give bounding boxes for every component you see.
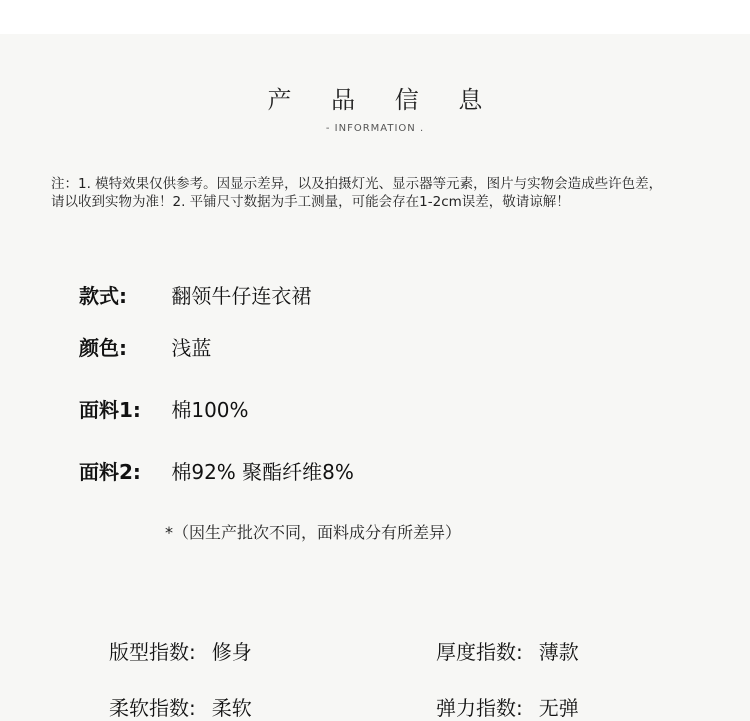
- page-title: 产 品 信 息: [267, 86, 499, 114]
- index-value: 柔软: [211, 696, 252, 720]
- index-value: 薄款: [538, 640, 579, 664]
- spec-fabric2-row: [79, 456, 354, 485]
- spec-fabric1-row: [79, 394, 249, 423]
- note-line-2: 请以收到实物为准！2. 平铺尺寸数据为手工测量，可能会存在1-2cm误差，敬请谅解！: [51, 194, 570, 210]
- index-label: 弹力指数:: [436, 696, 523, 720]
- index-value: 无弹: [538, 696, 579, 720]
- spec-color-row: [79, 332, 211, 361]
- fit-index: [109, 636, 252, 665]
- spec-value: 棉92% 聚酯纤维8%: [171, 460, 354, 484]
- elasticity-index: [436, 692, 579, 721]
- index-label: 厚度指数:: [436, 640, 523, 664]
- spec-value: 翻领牛仔连衣裙: [171, 284, 312, 308]
- fabric-disclaimer: *（因生产批次不同，面料成分有所差异）: [165, 523, 462, 542]
- spec-style-row: [79, 280, 311, 309]
- thickness-index: [436, 636, 579, 665]
- index-label: 版型指数:: [109, 640, 196, 664]
- top-band: [0, 0, 750, 34]
- spec-value: 棉100%: [171, 398, 249, 422]
- spec-label: 款式:: [79, 284, 127, 308]
- disclaimer-note: [51, 175, 741, 211]
- softness-index: [109, 692, 252, 721]
- page-subtitle: - INFORMATION .: [325, 123, 425, 134]
- note-line-1: 注：1. 模特效果仅供参考。因显示差异，以及拍摄灯光、显示器等元素，图片与实物会造成些许色差，: [51, 176, 663, 192]
- index-value: 修身: [211, 640, 252, 664]
- spec-label: 面料2:: [79, 460, 141, 484]
- spec-label: 面料1:: [79, 398, 141, 422]
- spec-value: 浅蓝: [171, 336, 212, 360]
- index-label: 柔软指数:: [109, 696, 196, 720]
- spec-label: 颜色:: [79, 336, 127, 360]
